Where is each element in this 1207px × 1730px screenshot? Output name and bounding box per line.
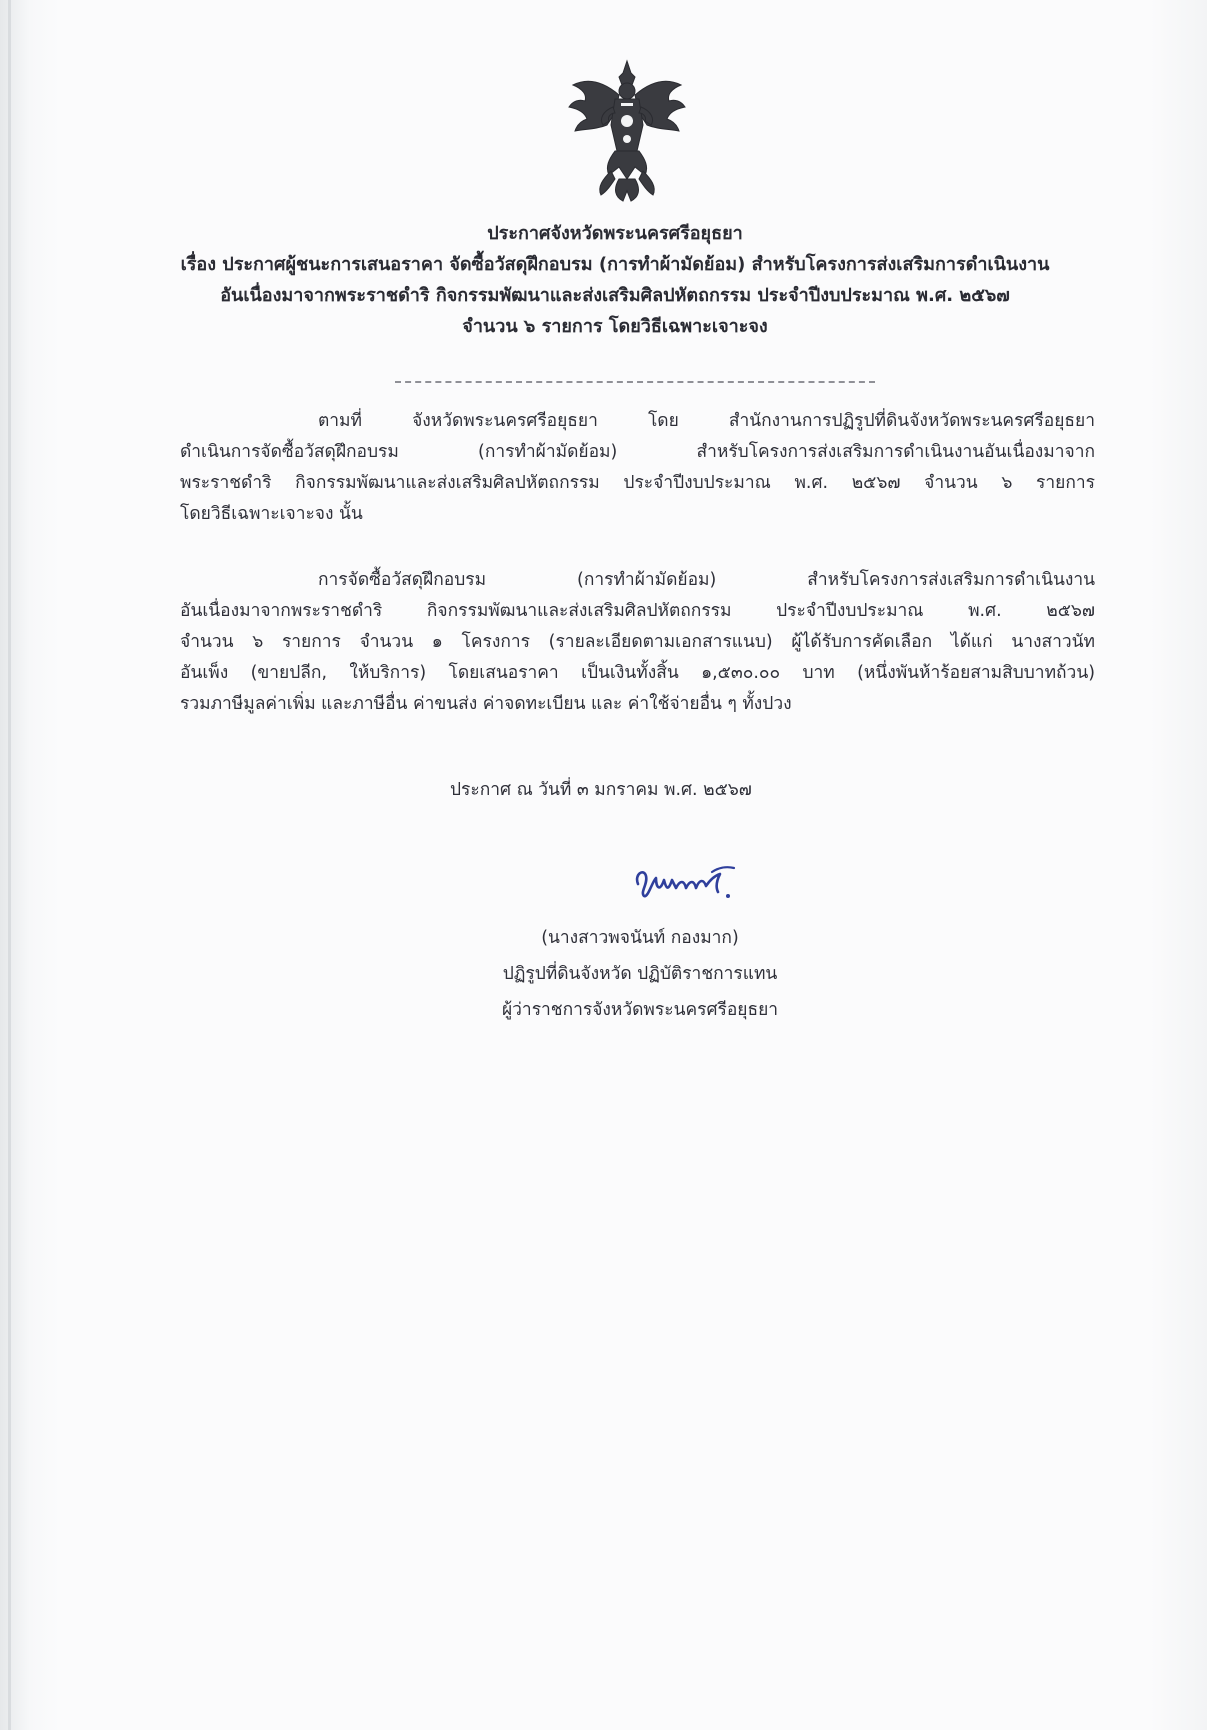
- heading-line-1: ประกาศจังหวัดพระนครศรีอยุธยา: [487, 223, 743, 244]
- paragraph-1-line: ดำเนินการจัดซื้อวัสดุฝึกอบรม (การทำผ้ามัดย้อม) สำหรับโครงการส่งเสริมการดำเนินงานอันเนื่องมาจาก: [180, 442, 1095, 462]
- signatory-position: ปฏิรูปที่ดินจังหวัด ปฏิบัติราชการแทน: [502, 964, 778, 984]
- paragraph-1-line: โดยวิธีเฉพาะเจาะจง นั้น: [180, 504, 363, 524]
- signature-icon: [630, 858, 740, 904]
- paragraph-1: [180, 406, 1095, 530]
- signatory-block: [440, 920, 840, 1028]
- garuda-emblem-icon: [565, 55, 690, 205]
- dashed-divider: [395, 381, 875, 383]
- heading-line-4: จำนวน ๖ รายการ โดยวิธีเฉพาะเจาะจง: [462, 316, 768, 337]
- paragraph-2-line: อันเพ็ง (ขายปลีก, ให้บริการ) โดยเสนอราคา เป็นเงินทั้งสิ้น ๑,๕๓๐.๐๐ บาท (หนึ่งพันห้าร้อยสามสิบบาทถ้วน): [180, 663, 1095, 683]
- paragraph-2-line: จำนวน ๖ รายการ จำนวน ๑ โครงการ (รายละเอียดตามเอกสารแนบ) ผู้ได้รับการคัดเลือก ได้แก่ นางสาวนัท: [180, 632, 1095, 652]
- paragraph-2-line: การจัดซื้อวัสดุฝึกอบรม (การทำผ้ามัดย้อม) สำหรับโครงการส่งเสริมการดำเนินงาน: [318, 570, 1095, 590]
- announcement-date: ประกาศ ณ วันที่ ๓ มกราคม พ.ศ. ๒๕๖๗: [450, 780, 752, 800]
- signatory-position: ผู้ว่าราชการจังหวัดพระนครศรีอยุธยา: [501, 1000, 779, 1020]
- heading-line-2: เรื่อง ประกาศผู้ชนะการเสนอราคา จัดซื้อวัสดุฝึกอบรม (การทำผ้ามัดย้อม) สำหรับโครงการส่งเสริมการดำเนินงาน: [180, 254, 1050, 275]
- paragraph-1-line: ตามที่ จังหวัดพระนครศรีอยุธยา โดย สำนักงานการปฏิรูปที่ดินจังหวัดพระนครศรีอยุธยา: [318, 411, 1095, 431]
- paragraph-1-line: พระราชดำริ กิจกรรมพัฒนาและส่งเสริมศิลปหัตถกรรม ประจำปีงบประมาณ พ.ศ. ๒๕๖๗ จำนวน ๖ รายการ: [180, 473, 1095, 493]
- paragraph-2: [180, 565, 1095, 720]
- paragraph-2-line: อันเนื่องมาจากพระราชดำริ กิจกรรมพัฒนาและส่งเสริมศิลปหัตถกรรม ประจำปีงบประมาณ พ.ศ. ๒๕๖๗: [180, 601, 1095, 621]
- announcement-heading: [120, 218, 1110, 342]
- signatory-name: (นางสาวพจนันท์ กองมาก): [541, 928, 739, 948]
- heading-line-3: อันเนื่องมาจากพระราชดำริ กิจกรรมพัฒนาและส่งเสริมศิลปหัตถกรรม ประจำปีงบประมาณ พ.ศ. ๒๕๖๗: [220, 285, 1010, 306]
- paragraph-2-line: รวมภาษีมูลค่าเพิ่ม และภาษีอื่น ค่าขนส่ง ค่าจดทะเบียน และ ค่าใช้จ่ายอื่น ๆ ทั้งปวง: [180, 694, 792, 714]
- scan-edge: [8, 0, 11, 1730]
